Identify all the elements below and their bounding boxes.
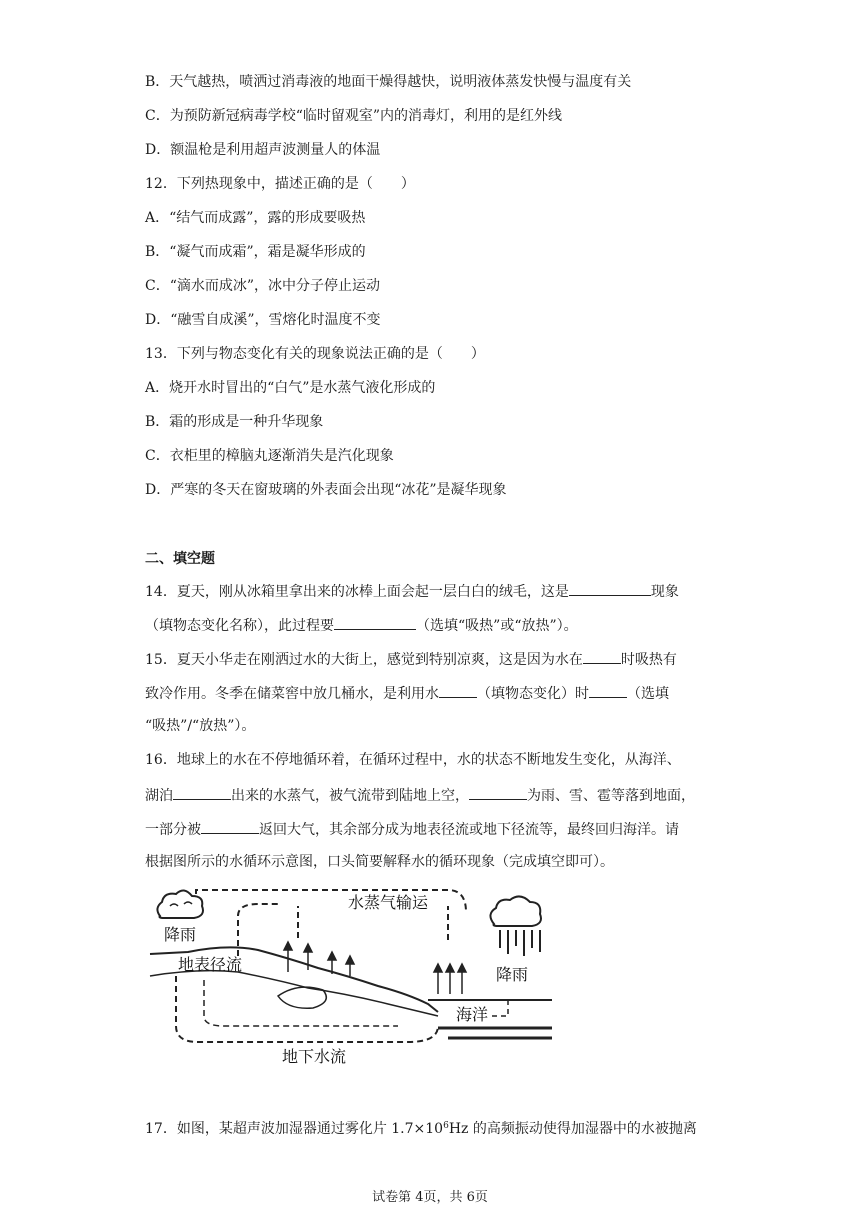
q13-option-d: D．严寒的冬天在窗玻璃的外表面会出现“冰花”是凝华现象 [145, 482, 507, 498]
rain-right-icon [500, 930, 540, 956]
q12-option-a: A．“结气而成露”，露的形成要吸热 [145, 210, 366, 226]
q15-line-3: “吸热”/“放热”）。 [145, 718, 256, 734]
q14-blank-1[interactable] [569, 581, 651, 596]
q12-option-d: D．“融雪自成溪”，雪熔化时温度不变 [145, 312, 381, 328]
ocean-bottom [438, 1028, 552, 1038]
label-groundwater: 地下水流 [282, 1047, 347, 1066]
q15-blank-1[interactable] [583, 649, 621, 664]
q15-text-2b: （填物态变化）时 [477, 686, 589, 702]
q14-blank-2[interactable] [334, 615, 416, 630]
q16-line-1: 16．地球上的水在不停地循环着，在循环过程中，水的状态不断地发生变化，从海洋、 [145, 752, 681, 768]
return-path-right [488, 1000, 508, 1016]
q11-option-c: C．为预防新冠病毒学校“临时留观室”内的消毒灯，利用的是红外线 [145, 108, 563, 124]
q14-text-2a: （填物态变化名称），此过程要 [145, 618, 334, 634]
q11-option-b: B．天气越热，喷洒过消毒液的地面干燥得越快，说明液体蒸发快慢与温度有关 [145, 74, 632, 90]
q16-line-4: 根据图所示的水循环示意图，口头简要解释水的循环现象（完成填空即可）。 [145, 854, 614, 870]
q16-blank-2[interactable] [469, 785, 527, 800]
q16-text-2b: 出来的水蒸气，被气流带到陆地上空， [231, 788, 469, 804]
q14-line-2 [145, 615, 578, 635]
label-vapor-transport: 水蒸气输运 [348, 893, 429, 912]
q12-option-b: B．“凝气而成霜”，霜是凝华形成的 [145, 244, 366, 260]
label-rain-right: 降雨 [496, 965, 529, 984]
q11-option-d: D．额温枪是利用超声波测量人的体温 [145, 142, 381, 158]
q14-text-1a: 14．夏天，刚从冰箱里拿出来的冰棒上面会起一层白白的绒毛，这是 [145, 584, 569, 600]
q15-line-1 [145, 649, 677, 669]
q16-text-3b: 返回大气，其余部分成为地表径流或地下径流等，最终回归海洋。请 [259, 822, 679, 838]
q13-option-b: B．霜的形成是一种升华现象 [145, 414, 324, 430]
q17-text-a: 17．如图，某超声波加湿器通过雾化片 1.7×10 [145, 1121, 444, 1137]
label-surface-runoff: 地表径流 [178, 955, 243, 974]
q16-text-2c: 为雨、雪、雹等落到地面， [527, 788, 695, 804]
q16-text-2a: 湖泊 [145, 788, 173, 804]
q16-blank-3[interactable] [201, 819, 259, 834]
q14-text-2b: （选填“吸热”或“放热”）。 [416, 618, 578, 634]
section-title: 二、填空题 [145, 551, 215, 567]
q14-line-1 [145, 581, 679, 601]
evaporation-arrows [284, 942, 466, 994]
q15-blank-2[interactable] [439, 683, 477, 698]
page-footer: 试卷第 4页，共 6页 [372, 1190, 488, 1205]
label-rain-left: 降雨 [164, 925, 197, 944]
label-ocean: 海洋 [456, 1005, 489, 1024]
q17-line-1 [145, 1120, 697, 1138]
q14-text-1b: 现象 [650, 584, 679, 600]
q15-blank-3[interactable] [589, 683, 627, 698]
q15-line-2 [145, 683, 669, 703]
q17-exponent: 6 [443, 1121, 449, 1131]
q16-line-3 [145, 819, 679, 839]
q13-stem: 13．下列与物态变化有关的现象说法正确的是（ ） [145, 346, 485, 362]
q12-option-c: C．“滴水而成冰”，冰中分子停止运动 [145, 278, 381, 294]
cloud-left-icon [157, 890, 203, 918]
land-layer [150, 971, 438, 1016]
q17-text-b: Hz 的高频振动使得加湿器中的水被抛离 [448, 1121, 697, 1137]
q13-option-a: A．烧开水时冒出的“白气”是水蒸气液化形成的 [145, 380, 436, 396]
q13-option-c: C．衣柜里的樟脑丸逐渐消失是汽化现象 [145, 448, 394, 464]
q16-blank-1[interactable] [173, 785, 231, 800]
water-cycle-diagram [148, 876, 552, 1070]
q15-text-2a: 致冷作用。冬季在储菜窖中放几桶水，是利用水 [145, 686, 439, 702]
cloud-right-icon [490, 896, 541, 926]
q15-text-2c: （选填 [627, 686, 669, 702]
q15-text-1a: 15．夏天小华走在刚洒过水的大街上，感觉到特别凉爽，这是因为水在 [145, 652, 583, 668]
q16-text-3a: 一部分被 [145, 822, 201, 838]
q12-stem: 12．下列热现象中，描述正确的是（ ） [145, 176, 415, 192]
q15-text-1b: 时吸热有 [620, 652, 677, 668]
q16-line-2 [145, 785, 695, 805]
